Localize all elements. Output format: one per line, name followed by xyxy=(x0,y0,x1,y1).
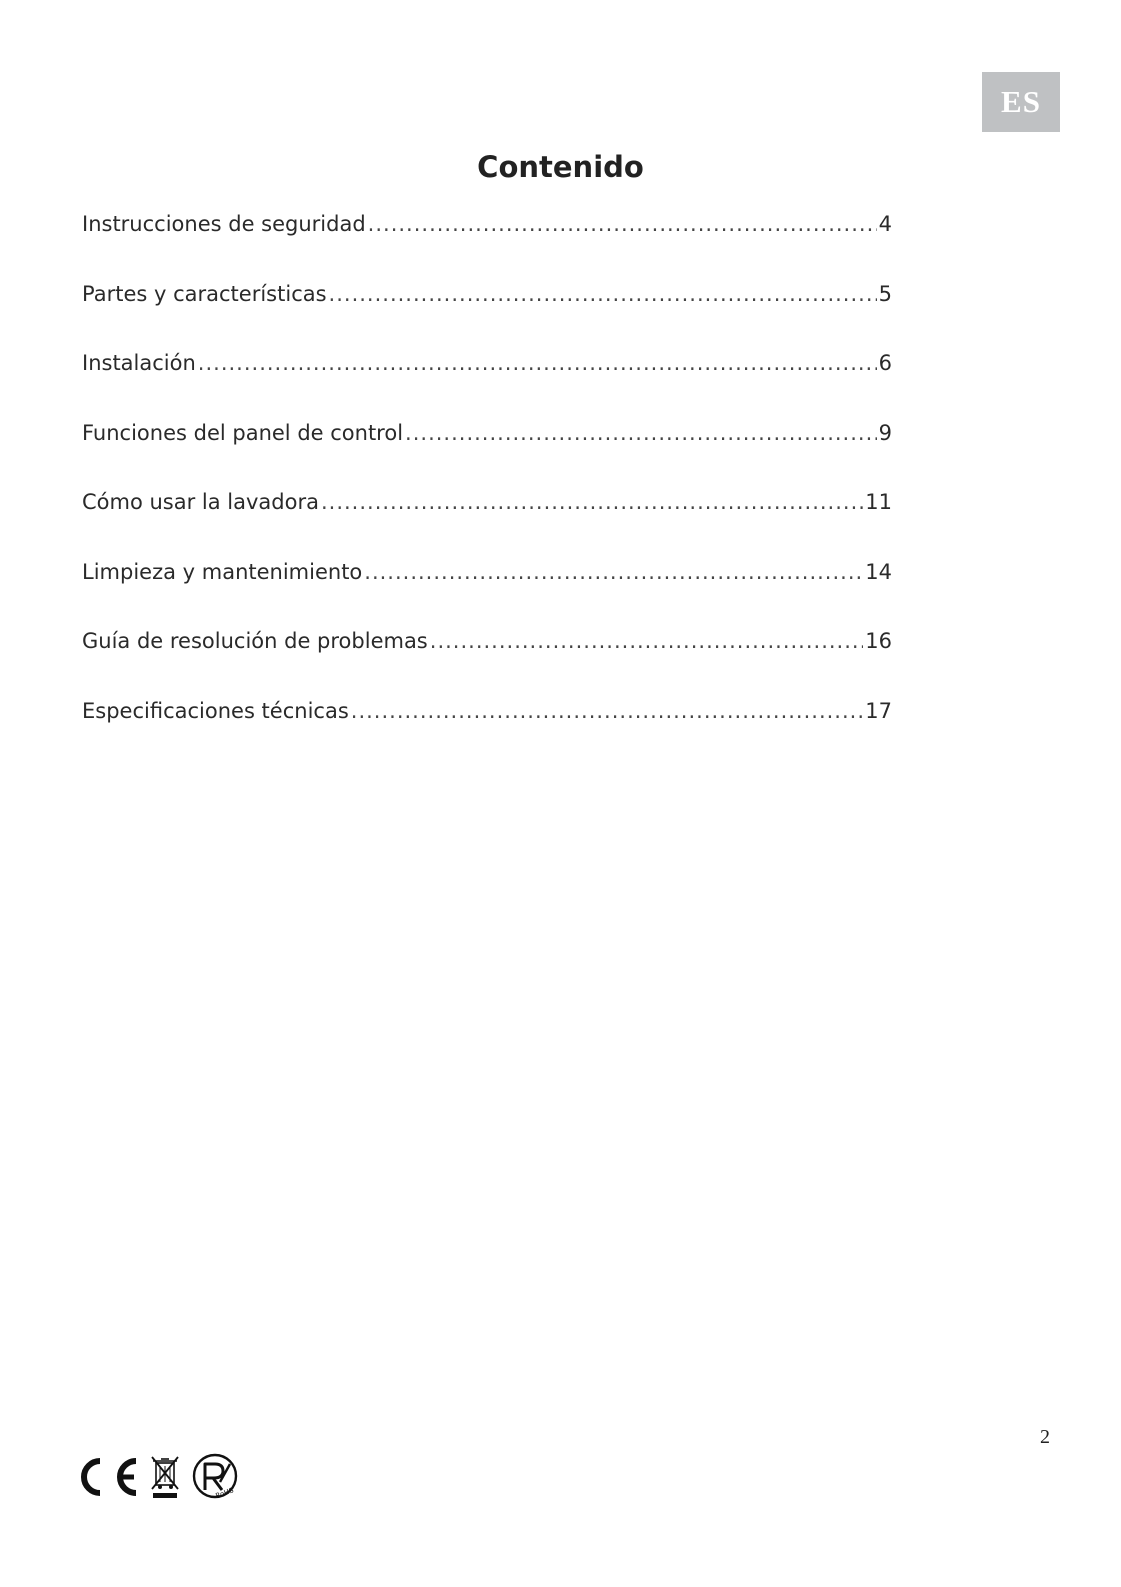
toc-entry-title: Instrucciones de seguridad xyxy=(82,212,366,236)
toc-entry-page: 14 xyxy=(865,559,892,584)
toc-entry-title: Instalación xyxy=(82,351,196,375)
certification-marks xyxy=(74,1452,240,1502)
page-number: 2 xyxy=(1040,1426,1050,1448)
toc-entry xyxy=(82,421,892,491)
toc-leader-dots xyxy=(321,490,863,514)
toc-leader-dots xyxy=(368,212,877,236)
toc-entry-title: Limpieza y mantenimiento xyxy=(82,559,363,584)
toc-entry-page: 11 xyxy=(865,490,892,514)
toc-entry-title: Especificaciones técnicas xyxy=(82,698,349,723)
toc-leader-dots xyxy=(405,421,877,445)
toc-entry xyxy=(82,699,892,769)
rohs-icon xyxy=(190,1452,240,1502)
toc-leader-dots xyxy=(430,629,864,653)
toc-entry-title: Guía de resolución de problemas xyxy=(82,629,428,653)
toc-entry xyxy=(82,490,892,560)
toc-entry-title: Cómo usar la lavadora xyxy=(82,490,319,514)
toc-entry xyxy=(82,212,892,282)
toc-entry xyxy=(82,351,892,421)
toc-entry-title: Partes y características xyxy=(82,281,327,306)
toc-entry-page: 17 xyxy=(865,698,892,723)
toc-entry xyxy=(82,282,892,352)
language-badge: ES xyxy=(982,72,1060,132)
ce-mark-icon xyxy=(74,1455,140,1499)
toc-leader-dots xyxy=(198,351,877,375)
toc-leader-dots xyxy=(329,282,877,306)
toc-entry-page: 16 xyxy=(865,629,892,653)
toc-entry-page: 5 xyxy=(878,281,892,306)
page-title: Contenido xyxy=(477,150,644,184)
toc-entry-page: 4 xyxy=(878,212,892,236)
toc-entry xyxy=(82,560,892,630)
toc-entry xyxy=(82,629,892,699)
rohs-label: RoHS xyxy=(214,1486,235,1501)
toc-leader-dots xyxy=(364,560,863,584)
table-of-contents xyxy=(82,212,892,768)
toc-entry-page: 9 xyxy=(878,420,892,445)
toc-leader-dots xyxy=(351,699,864,723)
toc-entry-title: Funciones del panel de control xyxy=(82,420,404,445)
weee-bin-icon xyxy=(150,1455,180,1499)
toc-entry-page: 6 xyxy=(878,351,892,375)
